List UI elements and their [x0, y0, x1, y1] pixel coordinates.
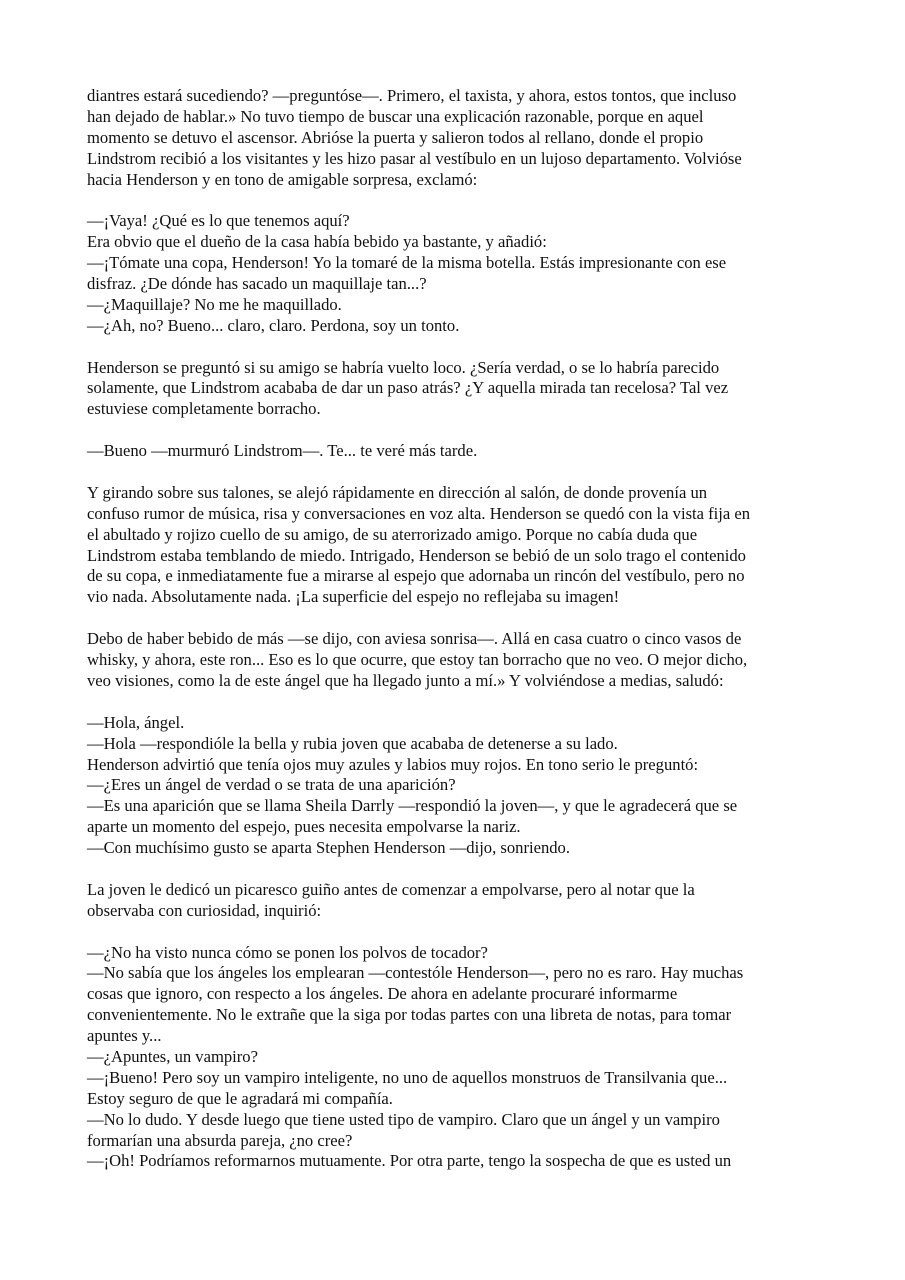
- paragraph-gap: [87, 859, 822, 880]
- text-line: veo visiones, como la de este ángel que ha llegado junto a mí.» Y volviéndose a medias, saludó:: [87, 670, 724, 690]
- paragraph-2: [87, 211, 822, 336]
- text-line: —Es una aparición que se llama Sheila Darrly —respondió la joven—, y que le agradecerá que se: [87, 796, 738, 816]
- text-line: —¿Apuntes, un vampiro?: [87, 1046, 258, 1066]
- text-line: —Bueno —murmuró Lindstrom—. Te... te veré más tarde.: [87, 441, 478, 461]
- text-line: —¡Bueno! Pero soy un vampiro inteligente, no uno de aquellos monstruos de Transilvania que...: [87, 1067, 728, 1087]
- paragraph-gap: [87, 462, 822, 483]
- text-line: —No sabía que los ángeles los emplearan —contestóle Henderson—, pero no es raro. Hay muchas: [87, 963, 744, 983]
- text-line: Y girando sobre sus talones, se alejó rápidamente en dirección al salón, de donde provenía un: [87, 482, 708, 502]
- text-line: momento se detuvo el ascensor. Abrióse la puerta y salieron todos al rellano, donde el propio: [87, 127, 704, 147]
- text-line: Lindstrom recibió a los visitantes y les hizo pasar al vestíbulo en un lujoso departamento. Volvióse: [87, 148, 742, 168]
- text-line: Henderson advirtió que tenía ojos muy azules y labios muy rojos. En tono serio le preguntó:: [87, 754, 699, 774]
- paragraph-gap: [87, 190, 822, 211]
- text-line: estuviese completamente borracho.: [87, 399, 321, 419]
- text-line: disfraz. ¿De dónde has sacado un maquillaje tan...?: [87, 274, 427, 294]
- paragraph-gap: [87, 608, 822, 629]
- text-line: formarían una absurda pareja, ¿no cree?: [87, 1130, 353, 1150]
- paragraph-1: [87, 86, 822, 190]
- text-line: —¿No ha visto nunca cómo se ponen los polvos de tocador?: [87, 942, 488, 962]
- text-line: —Hola —respondióle la bella y rubia joven que acababa de detenerse a su lado.: [87, 733, 618, 753]
- paragraph-8: [87, 880, 822, 922]
- text-line: whisky, y ahora, este ron... Eso es lo que ocurre, que estoy tan borracho que no veo. O mejor dicho,: [87, 650, 748, 670]
- text-line: diantres estará sucediendo? —preguntóse—. Primero, el taxista, y ahora, estos tontos, que incluso: [87, 86, 737, 105]
- text-line: Henderson se preguntó si su amigo se habría vuelto loco. ¿Sería verdad, o se lo habría parecido: [87, 357, 720, 377]
- text-line: observaba con curiosidad, inquirió:: [87, 900, 322, 920]
- text-line: —Con muchísimo gusto se aparta Stephen Henderson —dijo, sonriendo.: [87, 838, 570, 858]
- paragraph-5: [87, 483, 822, 608]
- paragraph-gap: [87, 692, 822, 713]
- text-line: vio nada. Absolutamente nada. ¡La superficie del espejo no reflejaba su imagen!: [87, 587, 620, 607]
- text-line: Lindstrom estaba temblando de miedo. Intrigado, Henderson se bebió de un solo trago el contenido: [87, 545, 746, 565]
- text-line: confuso rumor de música, risa y conversaciones en voz alta. Henderson se quedó con la vista fija en: [87, 503, 751, 523]
- paragraph-gap: [87, 420, 822, 441]
- paragraph-gap: [87, 337, 822, 358]
- text-line: hacia Henderson y en tono de amigable sorpresa, exclamó:: [87, 169, 478, 189]
- text-line: —¡Oh! Podríamos reformarnos mutuamente. Por otra parte, tengo la sospecha de que es usted un: [87, 1151, 732, 1171]
- text-line: —¿Ah, no? Bueno... claro, claro. Perdona, soy un tonto.: [87, 315, 460, 335]
- paragraph-3: [87, 358, 822, 421]
- text-line: —¡Vaya! ¿Qué es lo que tenemos aquí?: [87, 211, 350, 231]
- text-line: —¡Tómate una copa, Henderson! Yo la tomaré de la misma botella. Estás impresionante con ese: [87, 253, 727, 273]
- text-line: —¿Maquillaje? No me he maquillado.: [87, 294, 342, 314]
- text-line: solamente, que Lindstrom acababa de dar un paso atrás? ¿Y aquella mirada tan recelosa? Tal vez: [87, 378, 729, 398]
- text-line: cosas que ignoro, con respecto a los ángeles. De ahora en adelante procuraré informarme: [87, 984, 678, 1004]
- text-line: Era obvio que el dueño de la casa había bebido ya bastante, y añadió:: [87, 232, 547, 252]
- document-page: [87, 86, 822, 1172]
- text-line: han dejado de hablar.» No tuvo tiempo de buscar una explicación razonable, porque en aquel: [87, 106, 704, 126]
- text-line: convenientemente. No le extrañe que la siga por todas partes con una libreta de notas, para tomar: [87, 1005, 732, 1025]
- text-line: Debo de haber bebido de más —se dijo, con aviesa sonrisa—. Allá en casa cuatro o cinco vasos de: [87, 629, 742, 649]
- paragraph-4: [87, 441, 822, 462]
- paragraph-7: [87, 713, 822, 859]
- text-line: el abultado y rojizo cuello de su amigo, de su aterrorizado amigo. Porque no cabía duda que: [87, 524, 698, 544]
- paragraph-gap: [87, 922, 822, 943]
- paragraph-6: [87, 629, 822, 692]
- text-line: —Hola, ángel.: [87, 712, 185, 732]
- text-line: de su copa, e inmediatamente fue a mirarse al espejo que adornaba un rincón del vestíbulo, pero no: [87, 566, 745, 586]
- paragraph-9: [87, 943, 822, 1173]
- text-line: aparte un momento del espejo, pues necesita empolvarse la nariz.: [87, 817, 521, 837]
- text-line: —¿Eres un ángel de verdad o se trata de una aparición?: [87, 775, 456, 795]
- text-line: Estoy seguro de que le agradará mi compañía.: [87, 1088, 393, 1108]
- text-line: La joven le dedicó un picaresco guiño antes de comenzar a empolvarse, pero al notar que la: [87, 879, 695, 899]
- text-line: —No lo dudo. Y desde luego que tiene usted tipo de vampiro. Claro que un ángel y un vampiro: [87, 1109, 720, 1129]
- text-line: apuntes y...: [87, 1026, 162, 1046]
